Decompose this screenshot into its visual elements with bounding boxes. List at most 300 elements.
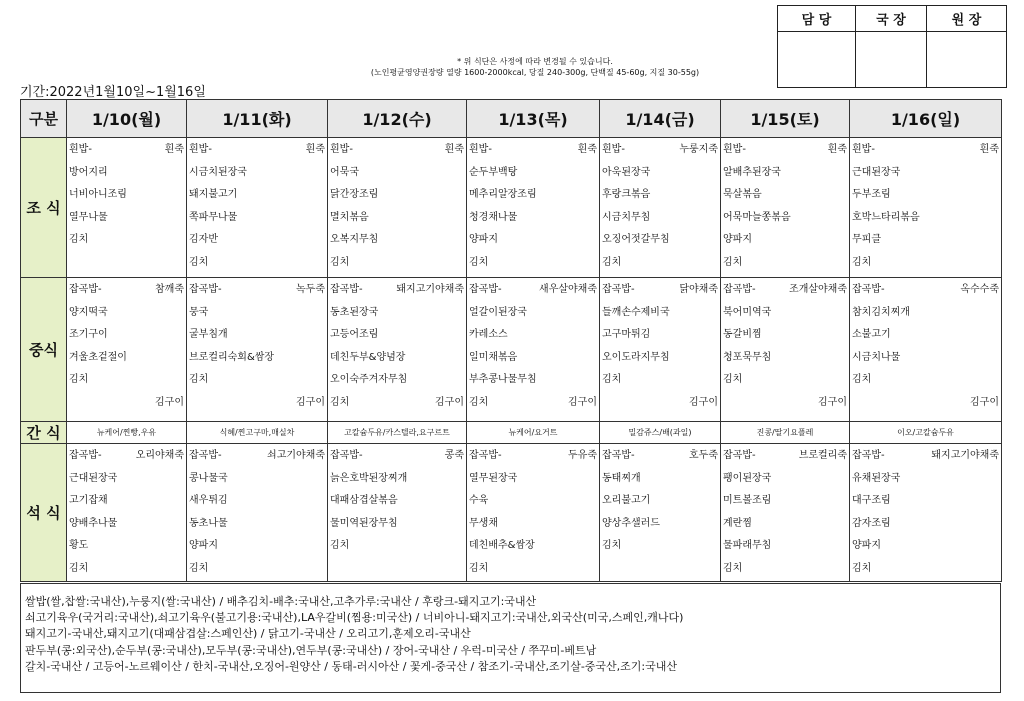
dish-line bbox=[330, 207, 464, 230]
header-day: 1/15(토) bbox=[721, 100, 850, 138]
dish-line bbox=[330, 490, 464, 513]
dish-line bbox=[723, 445, 847, 468]
dish-line bbox=[330, 468, 464, 491]
dish-name: 얼갈이된장국 bbox=[469, 306, 527, 318]
dish-line bbox=[602, 139, 718, 162]
dish-name: 어묵마늘쫑볶음 bbox=[723, 211, 791, 223]
dish-name-right: 흰죽 bbox=[979, 144, 999, 155]
dish-name-right: 김구이 bbox=[568, 396, 597, 408]
dish-name: 유채된장국 bbox=[852, 472, 901, 484]
dish-line bbox=[189, 252, 325, 275]
dish-line bbox=[189, 162, 325, 185]
dish-line bbox=[852, 468, 999, 491]
dish-name: 김치 bbox=[852, 562, 872, 574]
dish-line bbox=[330, 252, 464, 275]
dish-line bbox=[852, 184, 999, 207]
dish-name-right: 녹두죽 bbox=[296, 284, 325, 295]
dish-name: 잡곡밥- bbox=[723, 450, 756, 461]
dish-line bbox=[69, 279, 184, 302]
dish-name: 동태찌개 bbox=[602, 472, 641, 484]
dish-line bbox=[602, 490, 718, 513]
approval-sign-director[interactable] bbox=[856, 32, 927, 88]
dish-line bbox=[723, 229, 847, 252]
dish-line bbox=[602, 369, 718, 392]
dish-name: 김치 bbox=[723, 256, 743, 268]
dish-name: 동갈비찜 bbox=[723, 329, 762, 340]
dish-name: 참치김치찌개 bbox=[852, 306, 910, 318]
dish-line bbox=[189, 445, 325, 468]
menu-cell[interactable] bbox=[600, 444, 721, 582]
dish-name: 후랑크볶음 bbox=[602, 189, 651, 200]
dish-line bbox=[69, 162, 184, 185]
dish-name: 김치 bbox=[469, 256, 489, 268]
dish-name: 김치 bbox=[330, 540, 350, 551]
dish-name: 아욱된장국 bbox=[602, 166, 651, 178]
dish-line bbox=[469, 558, 597, 581]
dish-line bbox=[330, 279, 464, 302]
dish-name: 대패삼겹살볶음 bbox=[330, 495, 398, 506]
dish-name: 김치 bbox=[602, 374, 622, 385]
dish-line bbox=[602, 279, 718, 302]
dish-line bbox=[723, 558, 847, 581]
dish-name-right: 김구이 bbox=[296, 396, 325, 408]
dish-line bbox=[852, 535, 999, 558]
dish-line bbox=[69, 347, 184, 370]
dish-line bbox=[469, 347, 597, 370]
header-row bbox=[21, 100, 1002, 138]
dish-line bbox=[330, 513, 464, 536]
menu-cell[interactable] bbox=[721, 138, 850, 278]
dish-line bbox=[602, 392, 718, 415]
dish-line bbox=[69, 558, 184, 581]
dish-name: 김치 bbox=[469, 562, 489, 574]
header-gubun: 구분 bbox=[21, 100, 67, 138]
dish-name: 팽이된장국 bbox=[723, 472, 772, 484]
dish-line bbox=[330, 369, 464, 392]
dish-line bbox=[852, 252, 999, 275]
snack-cell[interactable]: 식혜/찐고구마,매실차 bbox=[187, 422, 328, 444]
dish-line bbox=[469, 535, 597, 558]
dish-line bbox=[723, 184, 847, 207]
approval-header-director: 국 장 bbox=[856, 6, 927, 32]
dish-name: 잡곡밥- bbox=[852, 450, 885, 461]
snack-cell[interactable]: 뉴케어/요거트 bbox=[467, 422, 600, 444]
dish-line bbox=[69, 139, 184, 162]
dish-name: 열무나물 bbox=[69, 211, 108, 223]
dish-name-right: 오리야채죽 bbox=[135, 450, 184, 461]
dish-name-right: 흰죽 bbox=[577, 144, 597, 155]
breakfast-row bbox=[21, 138, 1002, 278]
dish-line bbox=[469, 445, 597, 468]
dish-name: 양상추샐러드 bbox=[602, 517, 660, 529]
origin-line: 쇠고기육우(국거리:국내산),쇠고기육우(불고기용:국내산),LA우갈비(찜용:미국산) / 너비아니-돼지고기:국내산,외국산(미국,스페인,캐나다) bbox=[25, 611, 684, 625]
approval-header-manager: 담 당 bbox=[778, 6, 856, 32]
dish-name: 순두부백탕 bbox=[469, 166, 518, 178]
dish-name: 브로컬리숙회&쌈장 bbox=[189, 351, 275, 363]
menu-cell[interactable] bbox=[721, 278, 850, 422]
dish-name-right: 브로컬리죽 bbox=[798, 450, 847, 461]
dish-line bbox=[69, 490, 184, 513]
menu-cell[interactable] bbox=[328, 278, 467, 422]
dish-name-right: 흰죽 bbox=[164, 144, 184, 155]
dish-line bbox=[189, 207, 325, 230]
lunch-row bbox=[21, 278, 1002, 422]
dish-name: 호박느타리볶음 bbox=[852, 211, 920, 223]
dish-line bbox=[723, 535, 847, 558]
dish-name: 잡곡밥- bbox=[602, 284, 635, 295]
dish-line bbox=[189, 490, 325, 513]
dish-name: 조기구이 bbox=[69, 329, 108, 340]
dish-line bbox=[852, 513, 999, 536]
dish-line bbox=[69, 302, 184, 325]
dish-name: 두부조림 bbox=[852, 189, 891, 200]
notice-line: * 위 식단은 사정에 따라 변경될 수 있습니다. bbox=[457, 57, 613, 66]
dish-line bbox=[330, 324, 464, 347]
dish-name: 계란찜 bbox=[723, 517, 752, 529]
dish-line bbox=[602, 184, 718, 207]
dish-line bbox=[330, 184, 464, 207]
dish-name: 근대된장국 bbox=[852, 166, 901, 178]
dish-name: 잡곡밥- bbox=[469, 450, 502, 461]
dish-name: 물파래무침 bbox=[723, 540, 772, 551]
dish-line bbox=[602, 229, 718, 252]
dish-name-right: 흰죽 bbox=[305, 144, 325, 155]
dish-name: 김치 bbox=[189, 374, 209, 385]
dish-name: 김치 bbox=[69, 234, 89, 245]
dish-line bbox=[852, 279, 999, 302]
dish-line bbox=[330, 162, 464, 185]
dish-line bbox=[189, 468, 325, 491]
dish-line bbox=[189, 392, 325, 415]
dish-name: 들깨손수제비국 bbox=[602, 306, 670, 318]
meal-label-lunch: 중식 bbox=[21, 278, 67, 422]
dish-line bbox=[469, 490, 597, 513]
dish-name: 흰밥- bbox=[723, 144, 746, 155]
dish-name: 늙은호박된장찌개 bbox=[330, 472, 408, 484]
dish-line bbox=[469, 324, 597, 347]
approval-sign-head[interactable] bbox=[927, 32, 1007, 88]
menu-cell[interactable] bbox=[328, 444, 467, 582]
dish-name-right: 돼지고기야채죽 bbox=[931, 450, 999, 461]
menu-table bbox=[20, 99, 1002, 582]
dish-line bbox=[330, 392, 464, 415]
dish-name: 무피클 bbox=[852, 234, 881, 245]
dish-name: 양지떡국 bbox=[69, 306, 108, 318]
dish-name: 콩나물국 bbox=[189, 472, 228, 484]
dish-line bbox=[69, 184, 184, 207]
header-day: 1/10(월) bbox=[67, 100, 187, 138]
dish-line bbox=[723, 139, 847, 162]
snack-cell[interactable]: 뉴케어/찐빵,우유 bbox=[67, 422, 187, 444]
dish-name: 김치 bbox=[602, 256, 622, 268]
dinner-row bbox=[21, 444, 1002, 582]
notice-line: (노인평균영양권장량 열량 1600-2000kcal, 당질 240-300g, 단백질 45-60g, 지질 30-55g) bbox=[370, 68, 700, 77]
dish-line bbox=[852, 324, 999, 347]
dish-name: 동초나물 bbox=[189, 517, 228, 529]
dish-line bbox=[189, 535, 325, 558]
dish-line bbox=[189, 139, 325, 162]
dish-name: 방어지리 bbox=[69, 166, 108, 178]
dish-name-right: 콩죽 bbox=[444, 450, 464, 461]
dish-line bbox=[602, 445, 718, 468]
menu-cell[interactable] bbox=[67, 278, 187, 422]
dish-line bbox=[723, 252, 847, 275]
meal-label-dinner: 석 식 bbox=[21, 444, 67, 582]
dish-name-right: 김구이 bbox=[818, 396, 847, 408]
dish-name: 김치 bbox=[602, 540, 622, 551]
dish-line bbox=[602, 347, 718, 370]
origin-line: 갈치-국내산 / 고등어-노르웨이산 / 한치-국내산,오징어-원양산 / 동태-러시아산 / 꽃게-중국산 / 참조기-국내산,조기살-중국산,조기:국내산 bbox=[25, 659, 677, 673]
dish-line bbox=[469, 207, 597, 230]
dish-name: 메추리알장조림 bbox=[469, 189, 537, 200]
dish-name: 김치 bbox=[852, 374, 872, 385]
dish-name: 대구조림 bbox=[852, 495, 891, 506]
menu-cell[interactable] bbox=[187, 444, 328, 582]
dish-name: 잡곡밥- bbox=[469, 284, 502, 295]
menu-cell[interactable] bbox=[187, 138, 328, 278]
dish-name: 양파지 bbox=[852, 540, 881, 551]
menu-cell[interactable] bbox=[600, 278, 721, 422]
dish-name: 데친배추&쌈장 bbox=[469, 540, 535, 551]
dish-name-right: 김구이 bbox=[435, 396, 464, 408]
dish-name: 김치 bbox=[189, 562, 209, 574]
menu-cell[interactable] bbox=[467, 278, 600, 422]
dish-name: 흰밥- bbox=[69, 144, 92, 155]
dish-name: 무생채 bbox=[469, 517, 498, 529]
dish-line bbox=[330, 139, 464, 162]
dish-line bbox=[723, 302, 847, 325]
dish-name: 동초된장국 bbox=[330, 306, 379, 318]
menu-cell[interactable] bbox=[600, 138, 721, 278]
dish-line bbox=[469, 302, 597, 325]
menu-cell[interactable] bbox=[721, 444, 850, 582]
dish-name: 양배추나물 bbox=[69, 517, 118, 529]
dish-line bbox=[69, 324, 184, 347]
menu-cell[interactable] bbox=[850, 278, 1002, 422]
dish-name: 오이도라지무침 bbox=[602, 351, 670, 363]
menu-cell[interactable] bbox=[850, 138, 1002, 278]
header-day: 1/16(일) bbox=[850, 100, 1002, 138]
dish-line bbox=[469, 162, 597, 185]
dish-line bbox=[852, 392, 999, 415]
menu-cell[interactable] bbox=[850, 444, 1002, 582]
dish-line bbox=[189, 324, 325, 347]
menu-cell[interactable] bbox=[467, 444, 600, 582]
dish-name: 너비아니조림 bbox=[69, 189, 127, 200]
meal-label-snack: 간 식 bbox=[21, 422, 67, 444]
menu-cell[interactable] bbox=[67, 138, 187, 278]
dish-name: 시금치나물 bbox=[852, 351, 901, 363]
dish-name: 물미역된장무침 bbox=[330, 517, 398, 529]
dish-name: 김치 bbox=[852, 256, 872, 268]
dish-name: 시금치무침 bbox=[602, 211, 651, 223]
dish-line bbox=[189, 369, 325, 392]
dish-line bbox=[723, 279, 847, 302]
dish-name: 고등어조림 bbox=[330, 329, 379, 340]
dish-name-right: 쇠고기야채죽 bbox=[267, 450, 325, 461]
dish-line bbox=[330, 302, 464, 325]
menu-cell[interactable] bbox=[328, 138, 467, 278]
dish-line bbox=[469, 369, 597, 392]
dish-name-right: 흰죽 bbox=[444, 144, 464, 155]
dish-line bbox=[189, 302, 325, 325]
dish-line bbox=[69, 513, 184, 536]
dish-line bbox=[602, 468, 718, 491]
dish-name: 북어미역국 bbox=[723, 306, 772, 318]
dish-name-right: 두유죽 bbox=[568, 450, 597, 461]
dish-line bbox=[723, 207, 847, 230]
dish-name: 황도 bbox=[69, 540, 89, 551]
dish-name-right: 김구이 bbox=[689, 396, 718, 408]
approval-header-head: 원 장 bbox=[927, 6, 1007, 32]
dish-line bbox=[723, 490, 847, 513]
dish-line bbox=[330, 347, 464, 370]
approval-box bbox=[777, 5, 1007, 88]
dish-name-right: 새우살야채죽 bbox=[539, 284, 597, 295]
dish-name: 흰밥- bbox=[189, 144, 212, 155]
header-day: 1/14(금) bbox=[600, 100, 721, 138]
dish-line bbox=[469, 279, 597, 302]
dish-name: 겨울초겉절이 bbox=[69, 351, 127, 363]
dish-name: 잡곡밥- bbox=[852, 284, 885, 295]
dish-line bbox=[469, 139, 597, 162]
dish-name: 고구마튀김 bbox=[602, 329, 651, 340]
meal-label-breakfast: 조 식 bbox=[21, 138, 67, 278]
dish-name: 잡곡밥- bbox=[189, 450, 222, 461]
menu-cell[interactable] bbox=[467, 138, 600, 278]
dish-name-right: 옥수수죽 bbox=[960, 284, 999, 295]
dish-name: 양파지 bbox=[189, 540, 218, 551]
dish-line bbox=[852, 229, 999, 252]
dish-line bbox=[723, 369, 847, 392]
dish-line bbox=[69, 468, 184, 491]
dish-name: 김치 bbox=[723, 374, 743, 385]
dish-line bbox=[469, 252, 597, 275]
dish-line bbox=[602, 252, 718, 275]
dish-name: 어묵국 bbox=[330, 166, 359, 178]
dish-name: 미트볼조림 bbox=[723, 495, 772, 506]
dish-name: 잡곡밥- bbox=[69, 450, 102, 461]
dish-name-right: 흰죽 bbox=[827, 144, 847, 155]
dish-name: 알배추된장국 bbox=[723, 166, 781, 178]
dish-name: 흰밥- bbox=[852, 144, 875, 155]
dish-name: 양파지 bbox=[723, 234, 752, 245]
menu-cell[interactable] bbox=[187, 278, 328, 422]
dish-line bbox=[69, 369, 184, 392]
dish-name-right: 조개살야채죽 bbox=[789, 284, 847, 295]
dish-line bbox=[189, 347, 325, 370]
dish-line bbox=[723, 468, 847, 491]
dish-line bbox=[602, 324, 718, 347]
dish-name: 열무된장국 bbox=[469, 472, 518, 484]
dish-line bbox=[469, 229, 597, 252]
origin-line: 판두부(콩:외국산),순두부(콩:국내산),모두부(콩:국내산),연두부(콩:국내산) / 장어-국내산 / 우럭-미국산 / 쭈꾸미-베트남 bbox=[25, 643, 597, 657]
dish-line bbox=[189, 558, 325, 581]
dish-line bbox=[69, 535, 184, 558]
dish-name: 잡곡밥- bbox=[189, 284, 222, 295]
dish-name: 시금치된장국 bbox=[189, 166, 247, 178]
menu-cell[interactable] bbox=[67, 444, 187, 582]
dish-line bbox=[469, 468, 597, 491]
dish-name: 김치 bbox=[469, 396, 489, 408]
dish-line bbox=[602, 207, 718, 230]
dish-name: 흰밥- bbox=[330, 144, 353, 155]
dish-name: 묵살볶음 bbox=[723, 189, 762, 200]
dish-name: 흰밥- bbox=[469, 144, 492, 155]
dish-name: 고기잡채 bbox=[69, 495, 108, 506]
dish-name-right: 돼지고기야채죽 bbox=[396, 284, 464, 295]
dish-name: 멸치볶음 bbox=[330, 211, 369, 223]
dish-name: 근대된장국 bbox=[69, 472, 118, 484]
dish-name: 닭간장조림 bbox=[330, 189, 379, 200]
dish-name-right: 누룽지죽 bbox=[679, 144, 718, 155]
dish-line bbox=[189, 279, 325, 302]
snack-row bbox=[21, 422, 1002, 444]
dish-name: 김치 bbox=[330, 396, 350, 408]
dish-line bbox=[723, 347, 847, 370]
dish-name: 오이숙주겨자무침 bbox=[330, 374, 408, 385]
dish-line bbox=[852, 207, 999, 230]
dish-line bbox=[69, 445, 184, 468]
dish-line bbox=[330, 535, 464, 558]
dish-name: 오복지무침 bbox=[330, 234, 379, 245]
dish-name: 새우튀김 bbox=[189, 495, 228, 506]
dish-name: 뭉국 bbox=[189, 306, 209, 318]
header-day: 1/11(화) bbox=[187, 100, 328, 138]
origin-info bbox=[20, 583, 1001, 693]
dish-line bbox=[602, 162, 718, 185]
dish-line bbox=[469, 392, 597, 415]
dish-name: 양파지 bbox=[469, 234, 498, 245]
dish-name: 굴부침개 bbox=[189, 329, 228, 340]
snack-cell[interactable]: 진콩/딸기요플레 bbox=[721, 422, 850, 444]
dish-name: 김치 bbox=[189, 256, 209, 268]
dish-name: 김치 bbox=[723, 562, 743, 574]
dish-line bbox=[69, 207, 184, 230]
dish-line bbox=[330, 229, 464, 252]
dish-name: 잡곡밥- bbox=[69, 284, 102, 295]
dish-name: 잡곡밥- bbox=[330, 450, 363, 461]
dish-name: 청포묵무침 bbox=[723, 351, 772, 363]
period-label: 기간:2022년1월10일~1월16일 bbox=[20, 85, 206, 100]
dish-line bbox=[189, 513, 325, 536]
dish-line bbox=[852, 445, 999, 468]
dish-line bbox=[723, 324, 847, 347]
dish-name: 오징어젓갈무침 bbox=[602, 234, 670, 245]
approval-sign-manager[interactable] bbox=[778, 32, 856, 88]
dish-line bbox=[469, 184, 597, 207]
dish-line bbox=[852, 347, 999, 370]
origin-line: 돼지고기-국내산,돼지고기(대패삼겹살:스페인산) / 닭고기-국내산 / 오리고기,훈제오리-국내산 bbox=[25, 627, 471, 641]
dish-name: 감자조림 bbox=[852, 517, 891, 529]
dish-line bbox=[69, 229, 184, 252]
dish-name: 쪽파무나물 bbox=[189, 211, 238, 223]
dish-name: 잡곡밥- bbox=[602, 450, 635, 461]
dish-line bbox=[723, 392, 847, 415]
dish-line bbox=[189, 184, 325, 207]
dish-name: 소불고기 bbox=[852, 329, 891, 340]
dish-name: 잡곡밥- bbox=[723, 284, 756, 295]
snack-cell[interactable]: 이오/고칼슘두유 bbox=[850, 422, 1002, 444]
header-day: 1/13(목) bbox=[467, 100, 600, 138]
dish-line bbox=[852, 139, 999, 162]
snack-cell[interactable]: 고칼슘두유/카스텔라,요구르트 bbox=[328, 422, 467, 444]
dish-name: 김치 bbox=[330, 256, 350, 268]
snack-cell[interactable]: 밀감쥬스/배(과일) bbox=[600, 422, 721, 444]
notice bbox=[300, 56, 770, 78]
dish-name: 돼지불고기 bbox=[189, 189, 238, 200]
dish-name: 잡곡밥- bbox=[330, 284, 363, 295]
